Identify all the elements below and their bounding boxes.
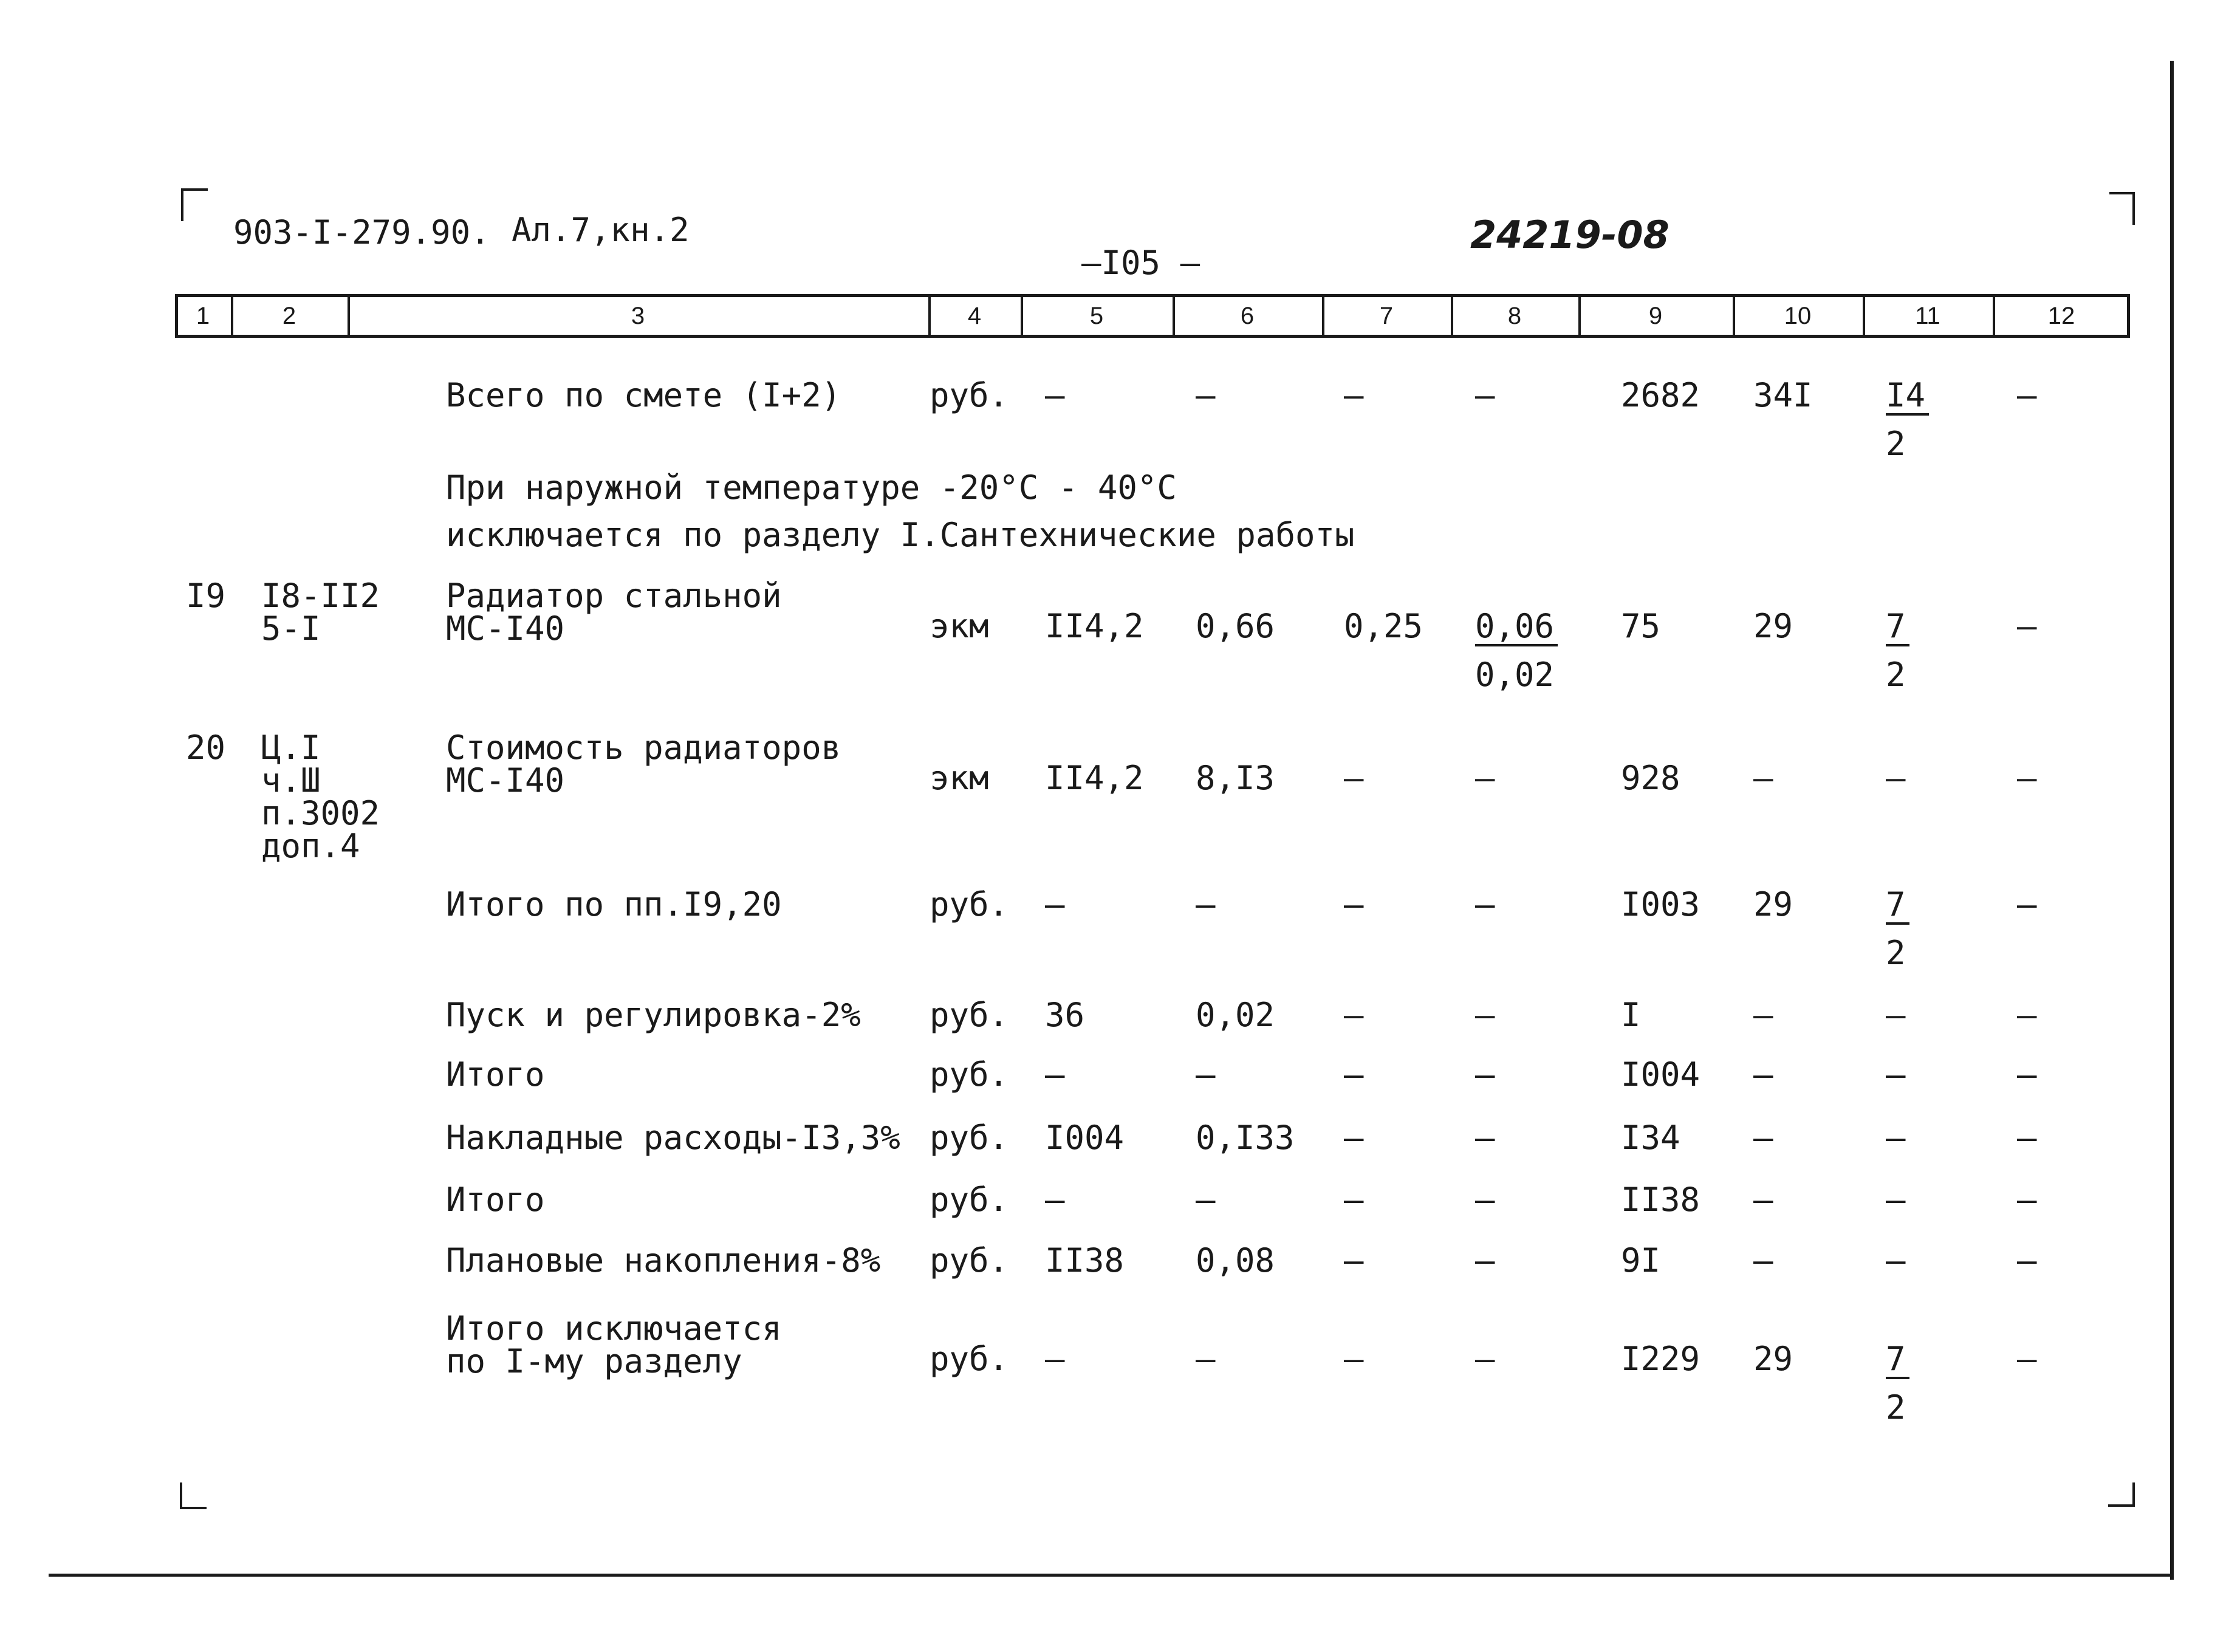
row-description: Стоимость радиаторов	[446, 728, 841, 767]
column-divider	[1021, 295, 1023, 337]
row-description: Итого	[446, 1181, 545, 1219]
cell-col11: –	[1886, 1241, 1906, 1280]
row-description: Радиатор стальной	[446, 577, 782, 615]
cell-col9: I004	[1621, 1055, 1700, 1094]
page-number	[1081, 244, 1200, 282]
norm-code: I8-II2	[261, 577, 380, 615]
row-description: Итого по пп.I9,20	[446, 885, 782, 924]
cell-col6: –	[1196, 1181, 1216, 1219]
cell-col10: –	[1753, 1055, 1773, 1094]
column-number-2: 2	[282, 303, 296, 329]
norm-code: п.3002	[261, 794, 380, 832]
cell-col5: –	[1045, 376, 1065, 414]
cell-col12: –	[2017, 885, 2037, 924]
cell-col9: 2682	[1621, 376, 1700, 414]
column-number-9: 9	[1648, 303, 1663, 329]
column-number-4: 4	[967, 303, 982, 329]
cell-col8: –	[1475, 759, 1495, 797]
page-number-dash-right: —	[1160, 244, 1200, 282]
cell-col11: –	[1886, 759, 1906, 797]
cell-col11-numerator: 7	[1886, 888, 1909, 925]
cell-col12: –	[2017, 1241, 2037, 1280]
cell-col9: 75	[1621, 607, 1661, 645]
album-ref: Ал.7,кн.2	[512, 211, 690, 249]
page-number-value: I05	[1101, 244, 1161, 282]
cell-col11	[1886, 376, 1929, 463]
cell-col11-denominator: 2	[1886, 656, 1906, 694]
column-divider	[1578, 295, 1581, 337]
corner-mark-bottom-right	[2108, 1482, 2135, 1507]
row-description: по I-му разделу	[446, 1342, 742, 1380]
cell-col6: 0,02	[1196, 996, 1275, 1034]
cell-col11-denominator: 2	[1886, 934, 1906, 972]
cell-col5: –	[1045, 885, 1065, 924]
cell-col12: –	[2017, 607, 2037, 645]
column-header-row	[175, 294, 2130, 338]
row-number: 20	[186, 728, 226, 767]
column-number-1: 1	[196, 303, 210, 329]
cell-col5: II4,2	[1045, 607, 1144, 645]
cell-col7: –	[1344, 1181, 1364, 1219]
column-number-5: 5	[1089, 303, 1104, 329]
page-edge-bottom	[49, 1574, 2174, 1577]
cell-col12: –	[2017, 996, 2037, 1034]
column-number-6: 6	[1240, 303, 1255, 329]
unit: руб.	[930, 1340, 1009, 1378]
norm-code: 5-I	[261, 609, 321, 648]
cell-col11	[1886, 1340, 1909, 1427]
cell-col7: –	[1344, 759, 1364, 797]
cell-col8: –	[1475, 1340, 1495, 1378]
cell-col12: –	[2017, 1340, 2037, 1378]
handwritten-code: 24219-08	[1470, 213, 1670, 257]
cell-col8: –	[1475, 1055, 1495, 1094]
cell-col12: –	[2017, 759, 2037, 797]
column-divider	[1451, 295, 1453, 337]
cell-col7: –	[1344, 1119, 1364, 1157]
cell-col12: –	[2017, 1181, 2037, 1219]
column-divider	[1733, 295, 1735, 337]
cell-col11-numerator: I4	[1886, 379, 1929, 416]
unit: руб.	[930, 885, 1009, 924]
cell-col8: –	[1475, 1241, 1495, 1280]
unit: руб.	[930, 1241, 1009, 1280]
row-description: Накладные расходы-I3,3%	[446, 1119, 900, 1157]
unit: руб.	[930, 1119, 1009, 1157]
column-number-11: 11	[1915, 303, 1940, 329]
cell-col7: –	[1344, 1055, 1364, 1094]
column-divider	[231, 295, 233, 337]
cell-col11	[1886, 607, 1909, 694]
corner-mark-bottom-left	[180, 1482, 207, 1509]
row-description: Всего по смете (I+2)	[446, 376, 841, 414]
column-divider	[928, 295, 931, 337]
cell-col10: 34I	[1753, 376, 1813, 414]
cell-col6: –	[1196, 1340, 1216, 1378]
cell-col9: I	[1621, 996, 1641, 1034]
cell-col9: 9I	[1621, 1241, 1661, 1280]
cell-col11-numerator: 7	[1886, 1343, 1909, 1379]
column-divider	[1863, 295, 1865, 337]
cell-col9: II38	[1621, 1181, 1700, 1219]
cell-col10: 29	[1753, 885, 1793, 924]
cell-col7: –	[1344, 1241, 1364, 1280]
row-description: МС-I40	[446, 761, 565, 800]
cell-col8-denominator: 0,02	[1475, 656, 1555, 694]
row-number: I9	[186, 577, 226, 615]
cell-col7: 0,25	[1344, 607, 1423, 645]
cell-col5: –	[1045, 1181, 1065, 1219]
note-line: исключается по разделу I.Сантехнические работы	[446, 516, 1355, 554]
column-number-3: 3	[631, 303, 645, 329]
cell-col7: –	[1344, 885, 1364, 924]
cell-col8: –	[1475, 376, 1495, 414]
unit: экм	[930, 607, 989, 645]
column-divider	[1173, 295, 1175, 337]
cell-col11-denominator: 2	[1886, 425, 1906, 463]
column-number-8: 8	[1507, 303, 1522, 329]
cell-col11-numerator: 7	[1886, 610, 1909, 646]
column-divider	[1322, 295, 1324, 337]
unit: руб.	[930, 1055, 1009, 1094]
cell-col7: –	[1344, 996, 1364, 1034]
norm-code: ч.Ш	[261, 761, 321, 800]
cell-col8-numerator: 0,06	[1475, 610, 1558, 646]
cell-col9: I34	[1621, 1119, 1680, 1157]
cell-col9: I003	[1621, 885, 1700, 924]
cell-col6: –	[1196, 376, 1216, 414]
cell-col10: –	[1753, 1181, 1773, 1219]
norm-code: доп.4	[261, 827, 360, 865]
cell-col8: –	[1475, 1119, 1495, 1157]
cell-col8: –	[1475, 996, 1495, 1034]
cell-col6: 0,I33	[1196, 1119, 1295, 1157]
cell-col5: –	[1045, 1055, 1065, 1094]
cell-col12: –	[2017, 376, 2037, 414]
cell-col11: –	[1886, 996, 1906, 1034]
cell-col11-denominator: 2	[1886, 1388, 1906, 1427]
row-description: Пуск и регулировка-2%	[446, 996, 861, 1034]
cell-col5: II4,2	[1045, 759, 1144, 797]
cell-col11: –	[1886, 1055, 1906, 1094]
cell-col10: –	[1753, 996, 1773, 1034]
cell-col10: 29	[1753, 607, 1793, 645]
row-description: Итого исключается	[446, 1309, 782, 1348]
row-description: Плановые накопления-8%	[446, 1241, 881, 1280]
cell-col10: –	[1753, 1241, 1773, 1280]
column-number-7: 7	[1379, 303, 1394, 329]
row-description: МС-I40	[446, 609, 565, 648]
column-divider	[348, 295, 350, 337]
cell-col8: –	[1475, 885, 1495, 924]
corner-mark-top-left	[181, 188, 208, 221]
cell-col10: 29	[1753, 1340, 1793, 1378]
page-number-dash-left: —	[1081, 244, 1101, 282]
unit: руб.	[930, 376, 1009, 414]
cell-col5: I004	[1045, 1119, 1125, 1157]
cell-col12: –	[2017, 1055, 2037, 1094]
page-edge-right	[2170, 61, 2174, 1580]
cell-col11	[1886, 885, 1909, 972]
cell-col5: II38	[1045, 1241, 1125, 1280]
cell-col6: 8,I3	[1196, 759, 1275, 797]
doc-code: 903-I-279.90.	[233, 213, 490, 252]
cell-col10: –	[1753, 759, 1773, 797]
cell-col12: –	[2017, 1119, 2037, 1157]
cell-col8: –	[1475, 1181, 1495, 1219]
corner-mark-top-right	[2109, 192, 2135, 225]
cell-col11: –	[1886, 1119, 1906, 1157]
column-number-12: 12	[2047, 303, 2075, 329]
unit: экм	[930, 759, 989, 797]
column-divider	[1993, 295, 1995, 337]
cell-col6: –	[1196, 885, 1216, 924]
cell-col6: 0,08	[1196, 1241, 1275, 1280]
cell-col5: 36	[1045, 996, 1085, 1034]
cell-col9: 928	[1621, 759, 1680, 797]
cell-col7: –	[1344, 376, 1364, 414]
note-line: При наружной температуре -20°С - 40°С	[446, 468, 1177, 507]
cell-col9: I229	[1621, 1340, 1700, 1378]
cell-col8	[1475, 607, 1558, 694]
cell-col6: –	[1196, 1055, 1216, 1094]
row-description: Итого	[446, 1055, 545, 1094]
column-number-10: 10	[1784, 303, 1812, 329]
cell-col7: –	[1344, 1340, 1364, 1378]
cell-col10: –	[1753, 1119, 1773, 1157]
cell-col6: 0,66	[1196, 607, 1275, 645]
norm-code: Ц.I	[261, 728, 321, 767]
cell-col5: –	[1045, 1340, 1065, 1378]
cell-col11: –	[1886, 1181, 1906, 1219]
unit: руб.	[930, 996, 1009, 1034]
unit: руб.	[930, 1181, 1009, 1219]
